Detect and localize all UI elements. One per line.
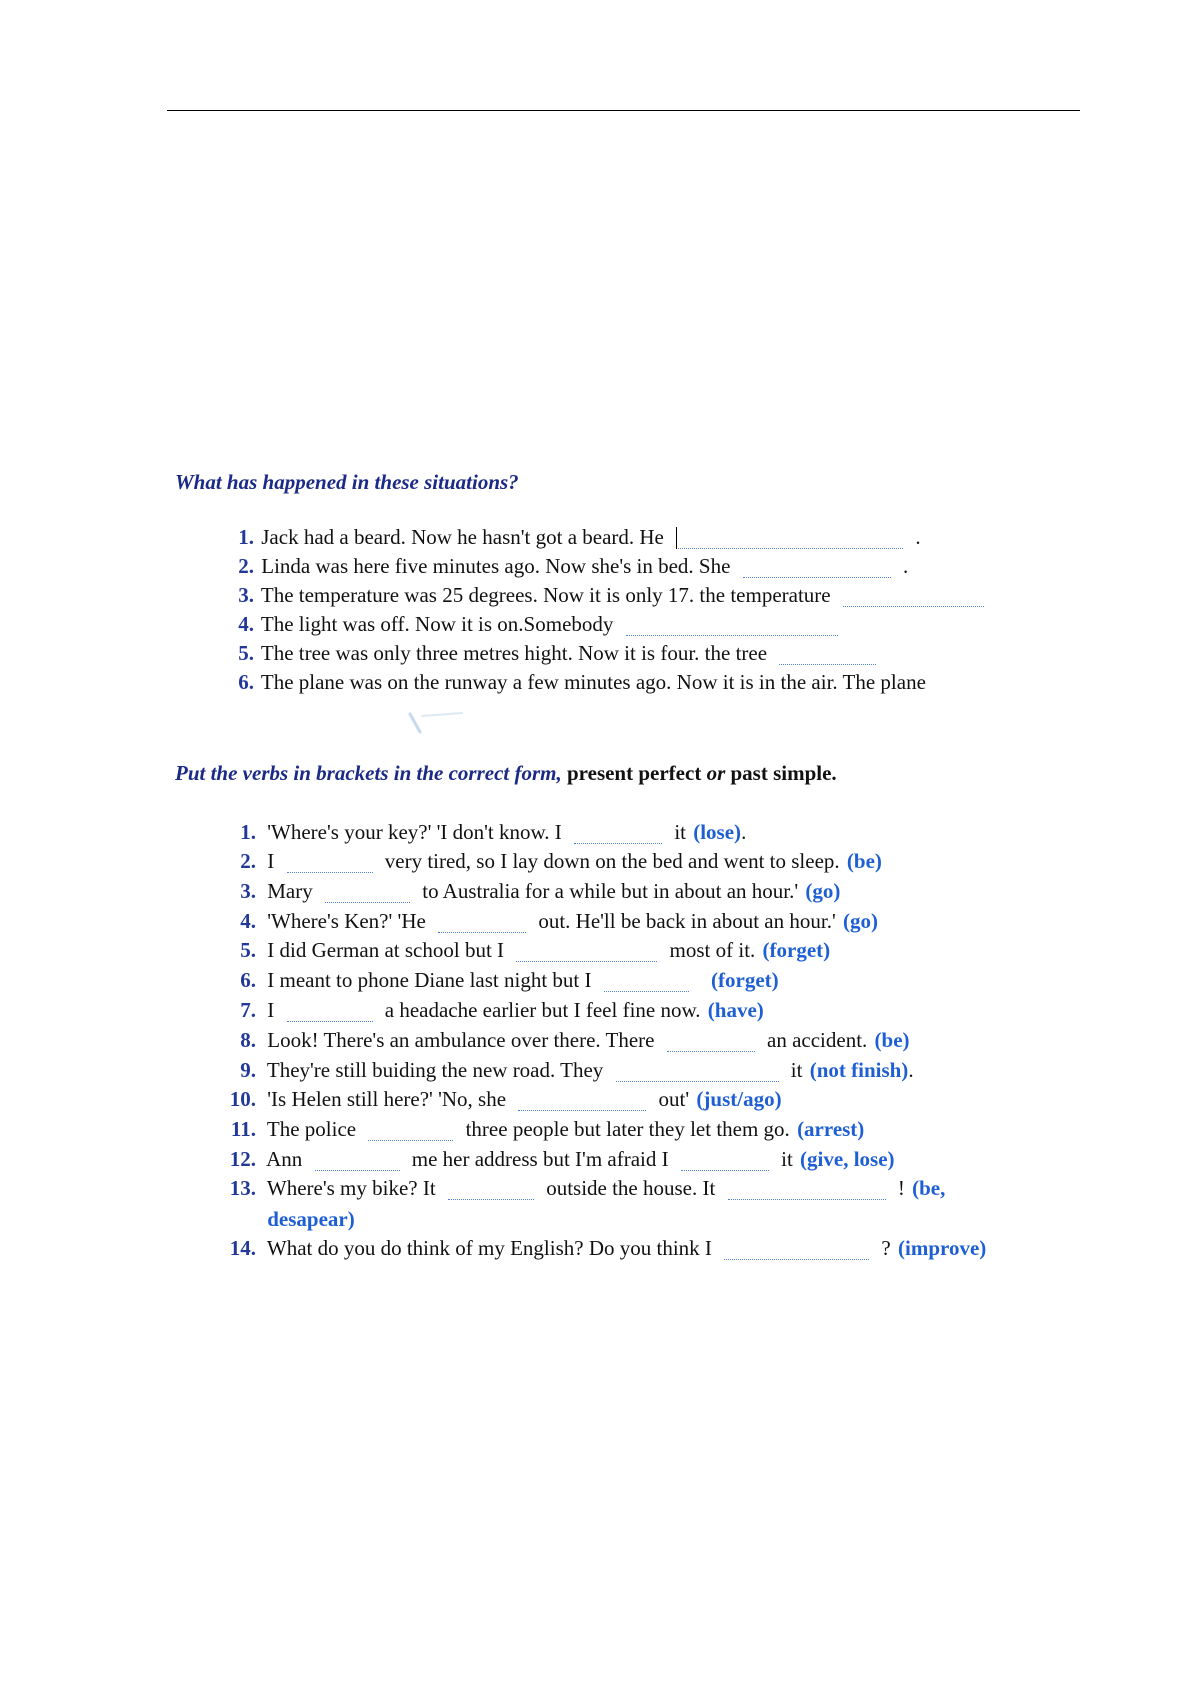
verb-hint: (go) [842,909,878,933]
answer-blank[interactable] [518,1092,646,1111]
verb-hint: (give, lose) [800,1147,895,1171]
item-text: They're still buiding the new road. They [266,1058,604,1082]
item-number: 3. [240,879,256,903]
item-text: it [790,1058,803,1082]
item-number: 4. [240,909,256,933]
exercise1-item [180,583,991,607]
heading-instruction: Put the verbs in brackets in the correct form, [175,761,562,785]
exercise2-item [180,879,840,903]
item-text: The light was off. Now it is on.Somebody [260,612,614,636]
heading-tense-1: present perfect [567,761,702,785]
exercise2-item [180,968,779,992]
item-text: me her address but I'm afraid I [411,1147,669,1171]
item-text: it [781,1147,793,1171]
answer-blank[interactable] [315,1152,400,1171]
answer-blank[interactable] [616,1063,779,1082]
header-rule [167,110,1080,111]
item-text: Linda was here five minutes ago. Now she's in bed. She [261,554,731,578]
verb-hint: (lose) [693,820,742,844]
verb-hint: (improve) [898,1236,987,1260]
answer-blank[interactable] [448,1181,534,1200]
item-text: ! [897,1176,905,1200]
exercise2-item [180,1087,782,1111]
item-text: outside the house. It [546,1176,716,1200]
item-number: 4. [238,612,254,636]
verb-hint: (have) [707,998,764,1022]
item-end: . [741,820,747,844]
answer-blank[interactable] [574,825,662,844]
item-text: out' [658,1087,690,1111]
answer-blank[interactable] [681,1152,769,1171]
item-number: 5. [240,938,256,962]
exercise2-item [180,849,882,873]
item-text: I [267,849,275,873]
exercise2-item [180,1028,910,1052]
item-text: ? [881,1236,891,1260]
item-text: Jack had a beard. Now he hasn't got a beard. He [261,525,664,549]
verb-hint: (be, [912,1176,946,1200]
exercise2-item [180,998,764,1022]
item-end: . [902,554,909,578]
exercise2-item [180,938,830,962]
item-number: 13. [229,1176,256,1200]
item-text: 'Where's Ken?' 'He [267,909,426,933]
verb-hint: (just/ago) [696,1087,782,1111]
item-number: 14. [229,1236,256,1260]
verb-hint: (forget) [762,938,831,962]
exercise1-heading: What has happened in these situations? [175,470,519,494]
answer-blank[interactable] [724,1241,869,1260]
heading-or: or [706,761,726,785]
item-text: a headache earlier but I feel fine now. [384,998,701,1022]
item-text: very tired, so I lay down on the bed and went to sleep. [384,849,840,873]
answer-blank[interactable] [667,1033,755,1052]
item-end: . [908,1058,914,1082]
item-text: The police [266,1117,357,1141]
exercise1-item [180,612,845,636]
item-number: 2. [238,554,254,578]
item-number: 3. [238,583,254,607]
item-text: The temperature was 25 degrees. Now it is only 17. the temperature [260,583,831,607]
answer-blank[interactable] [368,1122,453,1141]
item-number: 6. [240,968,256,992]
answer-blank[interactable] [728,1181,886,1200]
item-number: 5. [238,641,254,665]
item-text: I [267,998,275,1022]
answer-blank[interactable] [678,530,903,549]
exercise2-item-continuation [180,1207,355,1231]
exercise2-item [180,909,878,933]
item-text: Ann [266,1147,303,1171]
scan-artifact [400,708,470,738]
answer-blank[interactable] [626,617,838,636]
answer-blank[interactable] [604,973,689,992]
item-number: 6. [238,670,254,694]
verb-hint: (not finish) [809,1058,909,1082]
answer-blank[interactable] [325,884,410,903]
exercise2-item [180,1117,864,1141]
answer-blank[interactable] [743,559,891,578]
verb-hint: (be) [874,1028,910,1052]
answer-blank[interactable] [516,943,657,962]
item-text: I did German at school but I [267,938,505,962]
answer-blank[interactable] [779,646,876,665]
exercise1-item [180,554,908,578]
item-number: 2. [240,849,256,873]
item-end: . [915,525,921,549]
item-number: 7. [240,998,256,1022]
verb-hint: (go) [805,879,841,903]
exercise1-item [180,525,921,549]
exercise1-item [180,641,883,665]
item-number: 1. [240,820,256,844]
answer-blank[interactable] [843,588,984,607]
item-text: 'Where's your key?' 'I don't know. I [267,820,562,844]
exercise2-item [180,820,746,844]
item-text: an accident. [767,1028,868,1052]
verb-hint: (arrest) [797,1117,865,1141]
item-text: Where's my bike? It [266,1176,436,1200]
verb-hint: (forget) [711,968,779,992]
item-number: 11. [230,1117,256,1141]
exercise2-heading [175,761,837,785]
item-text: three people but later they let them go. [465,1117,790,1141]
item-number: 9. [240,1058,256,1082]
exercise2-item [180,1058,914,1082]
answer-blank[interactable] [287,854,373,873]
item-text: most of it. [669,938,756,962]
item-text: The tree was only three metres hight. Now it is four. the tree [260,641,768,665]
item-text: out. He'll be back in about an hour.' [538,909,836,933]
text-cursor [676,527,677,549]
item-text: What do you do think of my English? Do you think I [266,1236,712,1260]
item-text: The plane was on the runway a few minutes ago. Now it is in the air. The plane [260,670,926,694]
exercise2-item [180,1176,945,1200]
answer-blank[interactable] [438,914,526,933]
verb-hint: (be) [846,849,882,873]
verb-hint: desapear) [267,1207,355,1231]
item-text: I meant to phone Diane last night but I [267,968,592,992]
item-number: 1. [238,525,254,549]
item-text: Look! There's an ambulance over there. There [267,1028,655,1052]
item-text: 'Is Helen still here?' 'No, she [267,1087,507,1111]
item-text: Mary [267,879,313,903]
item-text: to Australia for a while but in about an hour.' [422,879,799,903]
answer-blank[interactable] [287,1003,373,1022]
item-text: it [674,820,686,844]
item-number: 12. [229,1147,256,1171]
heading-tense-2: past simple. [730,761,837,785]
item-number: 8. [240,1028,256,1052]
exercise1-item [180,670,926,694]
item-number: 10. [229,1087,256,1111]
exercise2-item [180,1147,895,1171]
exercise2-item [180,1236,986,1260]
